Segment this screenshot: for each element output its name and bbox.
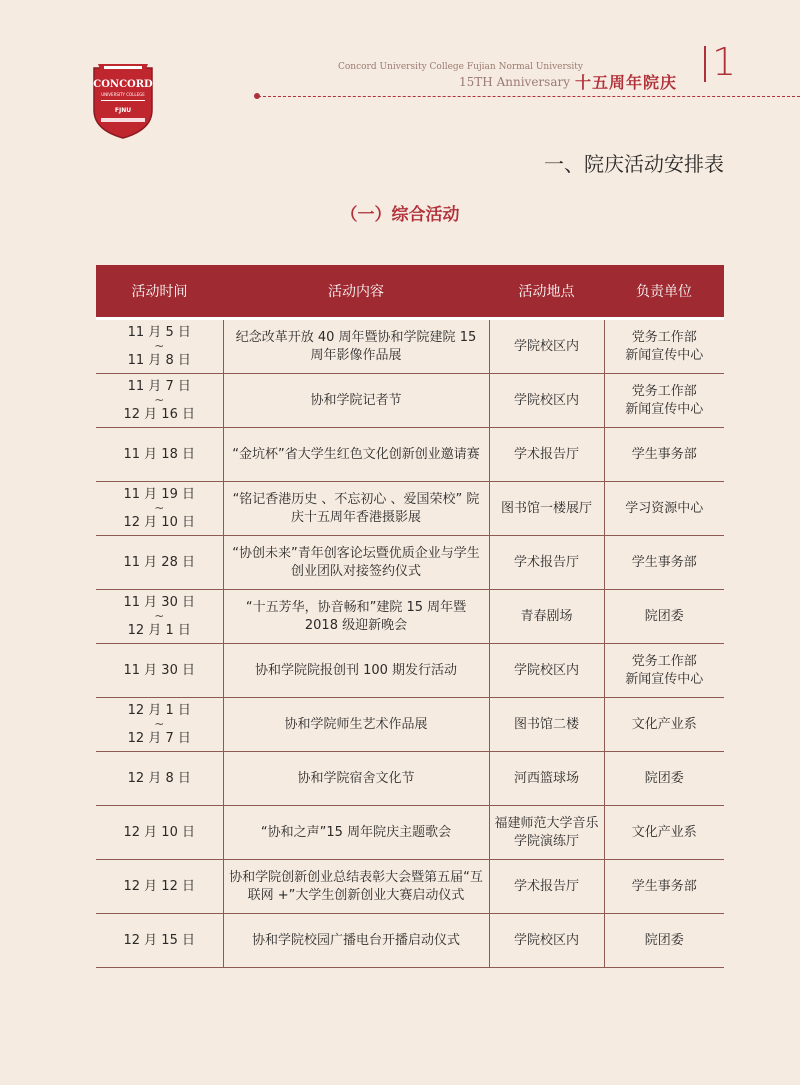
table-header-row xyxy=(96,265,724,319)
cell-place: 图书馆一楼展厅 xyxy=(489,482,604,536)
table-row xyxy=(96,644,724,698)
page-number: 1 xyxy=(712,40,737,84)
cell-content: 协和学院师生艺术作品展 xyxy=(223,698,489,752)
table-row xyxy=(96,590,724,644)
table-row xyxy=(96,698,724,752)
date-text: 12 月 10 日 xyxy=(123,515,195,530)
cell-content: “协和之声”15 周年院庆主题歌会 xyxy=(223,806,489,860)
date-text: 11 月 7 日 xyxy=(127,379,191,394)
table-row xyxy=(96,806,724,860)
cell-time xyxy=(96,482,223,536)
cell-time xyxy=(96,806,223,860)
cell-unit: 学生事务部 xyxy=(604,536,724,590)
date-text: 11 月 18 日 xyxy=(123,447,195,462)
cell-place: 学院校区内 xyxy=(489,644,604,698)
cell-time xyxy=(96,914,223,968)
cell-content: 协和学院院报创刊 100 期发行活动 xyxy=(223,644,489,698)
date-text: 11 月 28 日 xyxy=(123,555,195,570)
cell-unit: 党务工作部 新闻宣传中心 xyxy=(604,319,724,374)
cell-time xyxy=(96,590,223,644)
date-text: 12 月 1 日 xyxy=(127,703,191,718)
table-row xyxy=(96,482,724,536)
cell-time xyxy=(96,536,223,590)
cell-content: 协和学院校园广播电台开播启动仪式 xyxy=(223,914,489,968)
header-content: 活动内容 xyxy=(223,265,489,319)
date-text: 12 月 7 日 xyxy=(127,731,191,746)
cell-unit: 党务工作部 新闻宣传中心 xyxy=(604,374,724,428)
date-range-separator: ~ xyxy=(154,339,165,353)
date-range-separator: ~ xyxy=(154,501,165,515)
cell-content: 协和学院创新创业总结表彰大会暨第五届“互联网 +”大学生创新创业大赛启动仪式 xyxy=(223,860,489,914)
cell-unit: 党务工作部 新闻宣传中心 xyxy=(604,644,724,698)
cell-content: 纪念改革开放 40 周年暨协和学院建院 15 周年影像作品展 xyxy=(223,319,489,374)
header-place: 活动地点 xyxy=(489,265,604,319)
cell-place: 学院校区内 xyxy=(489,374,604,428)
university-name-en: Concord University College Fujian Normal University xyxy=(338,62,583,72)
cell-time xyxy=(96,752,223,806)
anniversary-cn: 十五周年院庆 xyxy=(575,73,678,92)
cell-unit: 院团委 xyxy=(604,752,724,806)
college-logo xyxy=(88,60,158,140)
date-text: 11 月 19 日 xyxy=(123,487,195,502)
cell-time xyxy=(96,319,223,374)
date-text: 12 月 10 日 xyxy=(123,825,195,840)
cell-unit: 文化产业系 xyxy=(604,698,724,752)
table-row xyxy=(96,536,724,590)
activity-schedule-table xyxy=(96,265,724,968)
date-text: 11 月 8 日 xyxy=(127,353,191,368)
date-range-separator: ~ xyxy=(154,393,165,407)
header-unit: 负责单位 xyxy=(604,265,724,319)
table-row xyxy=(96,374,724,428)
date-text: 12 月 1 日 xyxy=(127,623,191,638)
logo-text: CONCORD xyxy=(93,79,153,90)
date-text: 11 月 5 日 xyxy=(127,325,191,340)
cell-content: “协创未来”青年创客论坛暨优质企业与学生创业团队对接签约仪式 xyxy=(223,536,489,590)
cell-unit: 文化产业系 xyxy=(604,806,724,860)
logo-badge: FJNU xyxy=(114,107,132,114)
table-row xyxy=(96,752,724,806)
cell-place: 福建师范大学音乐学院演练厅 xyxy=(489,806,604,860)
cell-place: 学术报告厅 xyxy=(489,428,604,482)
cell-content: 协和学院记者节 xyxy=(223,374,489,428)
cell-place: 学术报告厅 xyxy=(489,536,604,590)
date-text: 11 月 30 日 xyxy=(123,663,195,678)
date-text: 12 月 8 日 xyxy=(127,771,191,786)
cell-place: 学院校区内 xyxy=(489,914,604,968)
cell-place: 学术报告厅 xyxy=(489,860,604,914)
table-row xyxy=(96,914,724,968)
cell-content: “金坑杯”省大学生红色文化创新创业邀请赛 xyxy=(223,428,489,482)
cell-content: “十五芳华，协音畅和”建院 15 周年暨 2018 级迎新晚会 xyxy=(223,590,489,644)
date-range-separator: ~ xyxy=(154,717,165,731)
date-text: 12 月 16 日 xyxy=(123,407,195,422)
section-title: 一、院庆活动安排表 xyxy=(544,152,724,176)
table-row xyxy=(96,428,724,482)
table-row xyxy=(96,319,724,374)
table-row xyxy=(96,860,724,914)
header-divider xyxy=(704,46,706,82)
date-text: 12 月 12 日 xyxy=(123,879,195,894)
logo-subtext: UNIVERSITY COLLEGE xyxy=(101,92,145,97)
cell-time xyxy=(96,698,223,752)
cell-unit: 学生事务部 xyxy=(604,860,724,914)
cell-content: 协和学院宿舍文化节 xyxy=(223,752,489,806)
cell-place: 河西篮球场 xyxy=(489,752,604,806)
cell-unit: 学生事务部 xyxy=(604,428,724,482)
cell-content: “铭记香港历史 、不忘初心 、爱国荣校” 院庆十五周年香港摄影展 xyxy=(223,482,489,536)
cell-place: 青春剧场 xyxy=(489,590,604,644)
cell-time xyxy=(96,644,223,698)
cell-unit: 院团委 xyxy=(604,914,724,968)
date-text: 12 月 15 日 xyxy=(123,933,195,948)
date-range-separator: ~ xyxy=(154,609,165,623)
cell-place: 学院校区内 xyxy=(489,319,604,374)
cell-unit: 院团委 xyxy=(604,590,724,644)
cell-time xyxy=(96,860,223,914)
header-rule xyxy=(258,96,800,97)
date-text: 11 月 30 日 xyxy=(123,595,195,610)
cell-place: 图书馆二楼 xyxy=(489,698,604,752)
header-time: 活动时间 xyxy=(96,265,223,319)
cell-time xyxy=(96,374,223,428)
anniversary-en: 15TH Anniversary xyxy=(459,75,570,89)
cell-unit: 学习资源中心 xyxy=(604,482,724,536)
cell-time xyxy=(96,428,223,482)
sub-title: （一）综合活动 xyxy=(340,205,460,225)
